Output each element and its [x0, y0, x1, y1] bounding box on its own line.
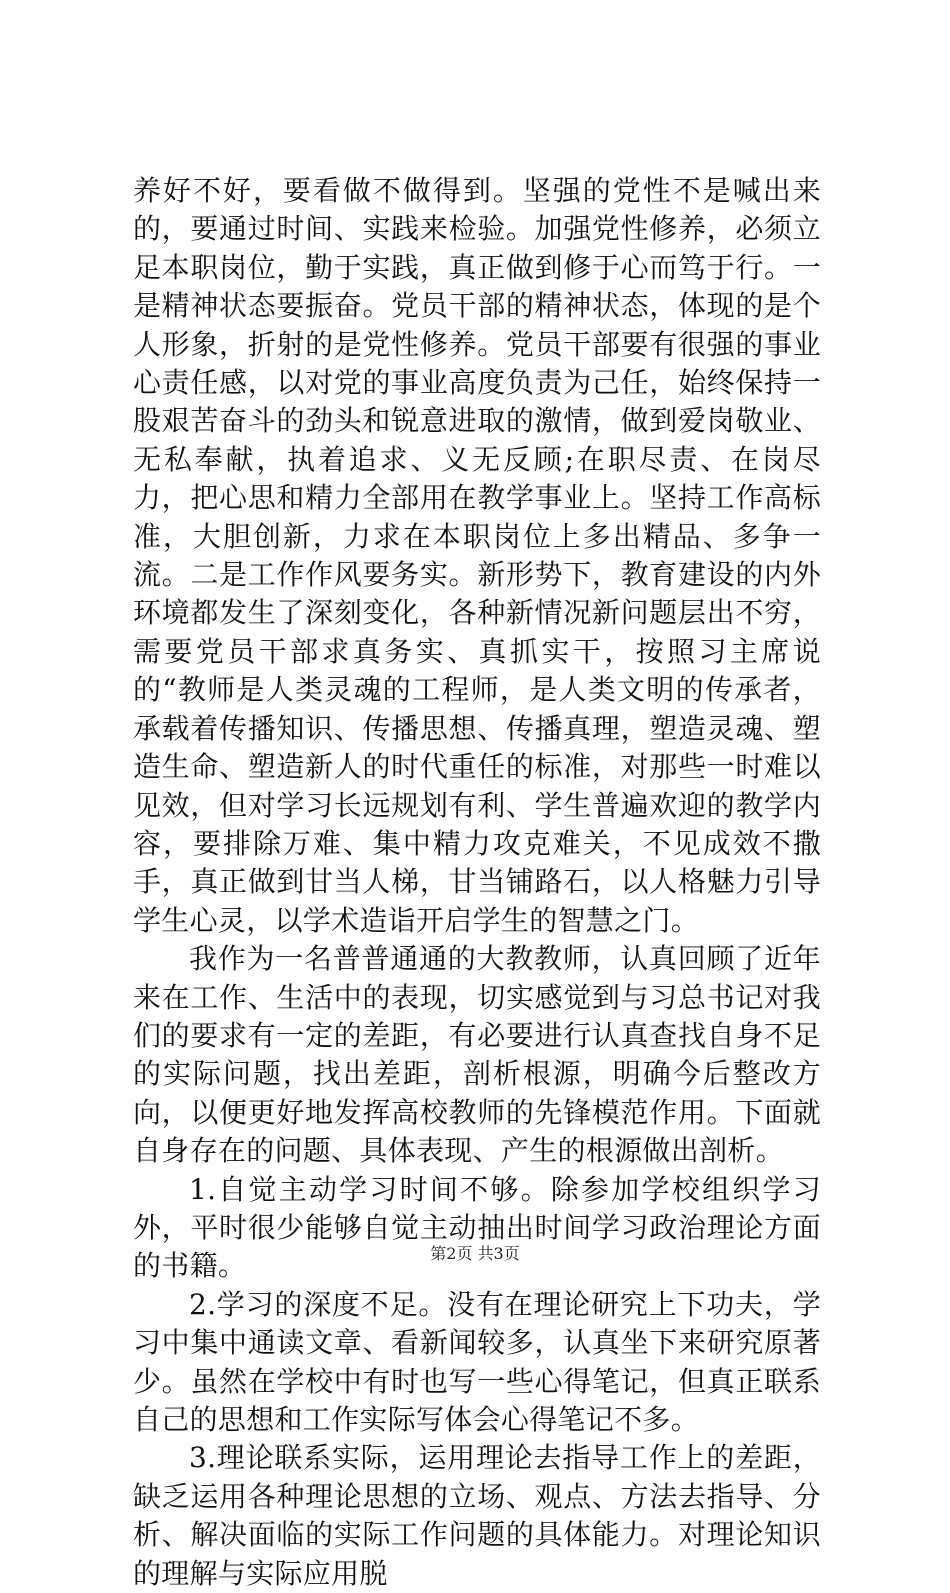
document-body [133, 172, 821, 1593]
paragraph-continuation: 养好不好，要看做不做得到。坚强的党性不是喊出来的，要通过时间、实践来检验。加强党性修养，必须立足本职岗位，勤于实践，真正做到修于心而笃于行。一是精神状态要振奋。党员干部的精神状态，体现的是个人形象，折射的是党性修养。党员干部要有很强的事业心责任感，以对党的事业高度负责为己任，始终保持一股艰苦奋斗的劲头和锐意进取的激情，做到爱岗敬业、无私奉献，执着追求、义无反顾;在职尽责、在岗尽力，把心思和精力全部用在教学事业上。坚持工作高标准，大胆创新，力求在本职岗位上多出精品、多争一流。二是工作作风要务实。新形势下，教育建设的内外环境都发生了深刻变化，各种新情况新问题层出不穷，需要党员干部求真务实、真抓实干，按照习主席说的“教师是人类灵魂的工程师，是人类文明的传承者，承载着传播知识、传播思想、传播真理，塑造灵魂、塑造生命、塑造新人的时代重任的标准，对那些一时难以见效，但对学习长远规划有利、学生普遍欢迎的教学内容，要排除万难、集中精力攻克难关，不见成效不撒手，真正做到甘当人梯，甘当铺路石，以人格魅力引导学生心灵，以学术造诣开启学生的智慧之门。 [133, 174, 821, 937]
paragraph-self-review-intro: 我作为一名普普通通的大教教师，认真回顾了近年来在工作、生活中的表现，切实感觉到与习总书记对我们的要求有一定的差距，有必要进行认真查找自身不足的实际问题，找出差距，剖析根源，明确今后整改方向，以便更好地发挥高校教师的先锋模范作用。下面就自身存在的问题、具体表现、产生的根源做出剖析。 [133, 942, 821, 1168]
paragraph-item-1: 1.自觉主动学习时间不够。除参加学校组织学习外，平时很少能够自觉主动抽出时间学习政治理论方面的书籍。 [133, 1172, 821, 1283]
paragraph-item-2: 2.学习的深度不足。没有在理论研究上下功夫，学习中集中通读文章、看新闻较多，认真坐下来研究原著少。虽然在学校中有时也写一些心得笔记，但真正联系自己的思想和工作实际写体会心得笔记不多。 [133, 1287, 821, 1436]
paragraph-item-3: 3.理论联系实际，运用理论去指导工作上的差距，缺乏运用各种理论思想的立场、观点、方法去指导、分析、解决面临的实际工作问题的具体能力。对理论知识的理解与实际应用脱 [133, 1441, 821, 1590]
page-number-footer: 第2页 共3页 [430, 1244, 520, 1263]
